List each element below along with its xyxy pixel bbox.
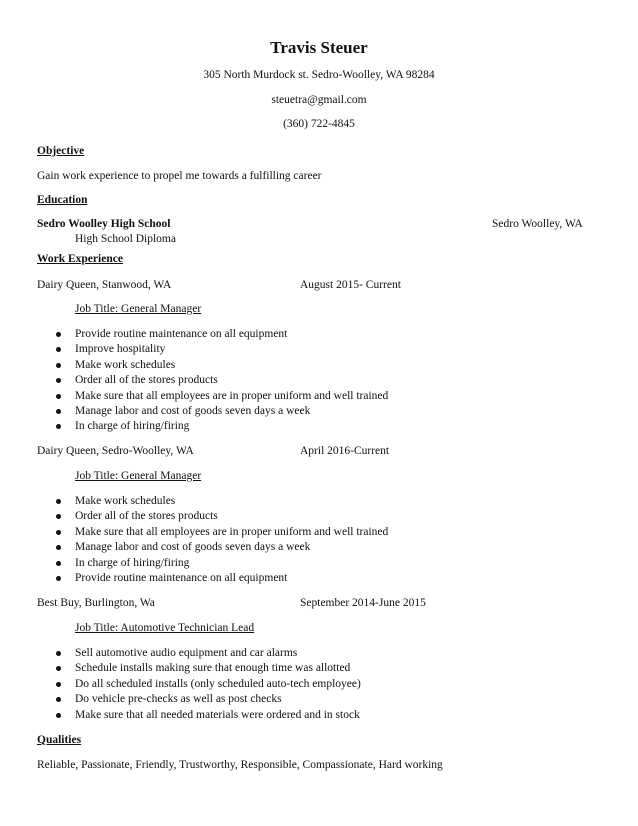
duty-item: Order all of the stores products [52, 373, 388, 388]
phone-line: (360) 722-4845 [283, 118, 355, 130]
job-dates: September 2014-June 2015 [300, 597, 426, 609]
duty-item: Schedule installs making sure that enough time was allotted [52, 661, 361, 676]
duty-item: Provide routine maintenance on all equipment [52, 571, 388, 586]
job-title: Job Title: General Manager [75, 470, 202, 482]
qualities-text: Reliable, Passionate, Friendly, Trustworthy, Responsible, Compassionate, Hard working [37, 759, 443, 771]
job-duties-list [52, 327, 388, 435]
duty-item: Improve hospitality [52, 342, 388, 357]
job-employer: Dairy Queen, Stanwood, WA [37, 279, 172, 291]
job-employer: Dairy Queen, Sedro-Woolley, WA [37, 445, 194, 457]
duty-item: Make sure that all employees are in proper uniform and well trained [52, 525, 388, 540]
duty-item: Make work schedules [52, 358, 388, 373]
duty-item: In charge of hiring/firing [52, 556, 388, 571]
resume-name: Travis Steuer [270, 38, 368, 57]
job-employer: Best Buy, Burlington, Wa [37, 597, 155, 609]
job-title: Job Title: Automotive Technician Lead [75, 622, 255, 634]
school-location: Sedro Woolley, WA [492, 218, 583, 230]
duty-item: In charge of hiring/firing [52, 419, 388, 434]
address-line: 305 North Murdock st. Sedro-Woolley, WA 98284 [203, 69, 435, 81]
duty-item: Do vehicle pre-checks as well as post checks [52, 692, 361, 707]
objective-text: Gain work experience to propel me towards a fulfilling career [37, 170, 322, 182]
duty-item: Sell automotive audio equipment and car alarms [52, 646, 361, 661]
duty-item: Provide routine maintenance on all equipment [52, 327, 388, 342]
job-dates: August 2015- Current [300, 279, 401, 291]
duty-item: Make sure that all needed materials were ordered and in stock [52, 708, 361, 723]
email-line: steuetra@gmail.com [271, 94, 367, 106]
objective-heading: Objective [37, 145, 85, 157]
job-dates: April 2016-Current [300, 445, 390, 457]
job-title: Job Title: General Manager [75, 303, 202, 315]
work-experience-heading: Work Experience [37, 253, 123, 265]
job-duties-list [52, 494, 388, 586]
job-duties-list [52, 646, 361, 723]
education-heading: Education [37, 194, 88, 206]
qualities-heading: Qualities [37, 734, 82, 746]
duty-item: Order all of the stores products [52, 509, 388, 524]
duty-item: Manage labor and cost of goods seven days a week [52, 540, 388, 555]
duty-item: Manage labor and cost of goods seven days a week [52, 404, 388, 419]
duty-item: Make sure that all employees are in proper uniform and well trained [52, 389, 388, 404]
degree: High School Diploma [75, 233, 176, 245]
duty-item: Do all scheduled installs (only scheduled auto-tech employee) [52, 677, 361, 692]
duty-item: Make work schedules [52, 494, 388, 509]
school-name: Sedro Woolley High School [37, 218, 171, 230]
